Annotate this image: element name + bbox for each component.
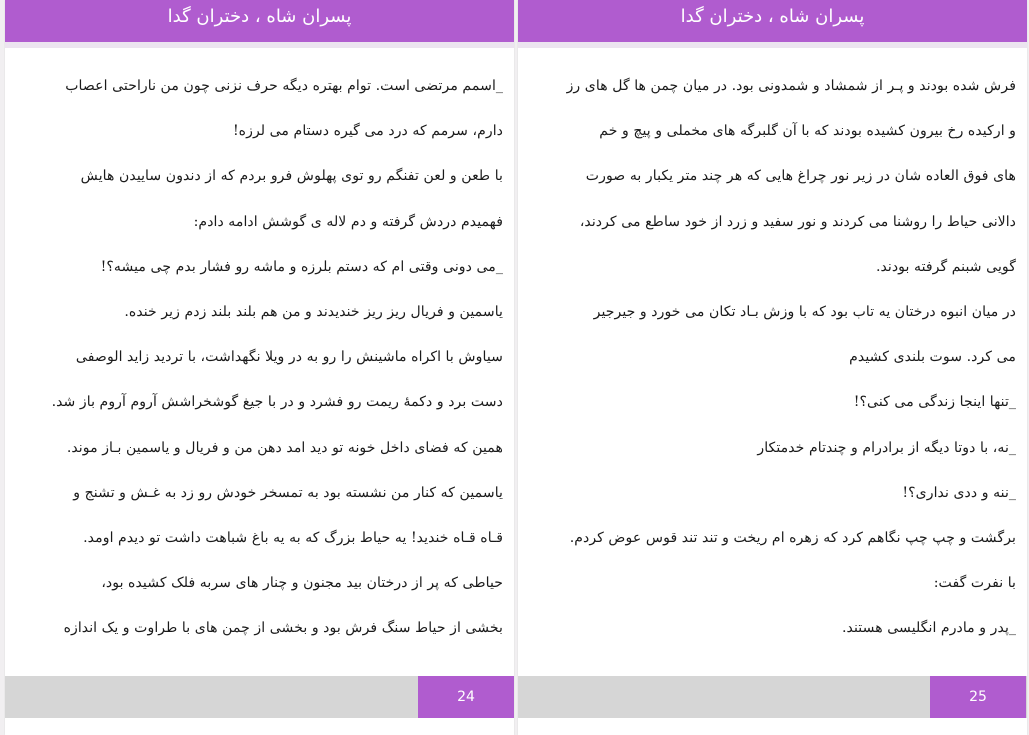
text-line: دارم، سرمم که درد می گیره دستام می لرزه! <box>232 123 503 140</box>
left-page-footer <box>5 676 514 718</box>
text-line: بخشی از حیاط سنگ فرش بود و بخشی از چمن های با طراوت و یک اندازه <box>63 620 503 637</box>
text-line: گویی شبنم گرفته بودند. <box>875 258 1016 275</box>
left-page-header: پسران شاه ، دختران گدا <box>5 0 514 42</box>
left-header-strip <box>5 42 514 48</box>
left-page-body <box>19 64 503 651</box>
text-line: یاسمین که کنار من نشسته بود به تمسخر خودش رو زد به غـش و تشنج و <box>73 484 503 501</box>
right-page <box>518 0 1027 735</box>
text-line: همین که فضای داخل خونه تو دید امد دهن من و فریال و یاسمین بـاز موند. <box>66 439 503 456</box>
text-line: حیاطی که پر از درختان بید مجنون و چنار های سربه فلک کشیده بود، <box>101 575 503 592</box>
text-line: قـاه قـاه خندید! یه حیاط بزرگ که به یه باغ شباهت داشت تو دیدم اومد. <box>83 529 503 546</box>
text-line: _تنها اینجا زندگی می کنی؟! <box>853 394 1016 411</box>
right-page-body <box>532 64 1016 651</box>
text-line: _می دونی وقتی ام که دستم بلرزه و ماشه رو فشار بدم چی میشه؟! <box>100 258 503 275</box>
text-line: فهمیدم دردش گرفته و دم لاله ی گوشش ادامه دادم: <box>193 213 503 230</box>
text-line: سیاوش با اکراه ماشینش را رو به در ویلا نگهداشت، با تردید زاید الوصفی <box>75 349 503 366</box>
left-page <box>5 0 514 735</box>
text-line: _ننه و ددی نداری؟! <box>902 484 1016 501</box>
text-line: دالانی حیاط را روشنا می کردند و نور سفید و زرد از خود ساطع می کردند، <box>579 213 1016 230</box>
text-line: دست برد و دکمۀ ریمت رو فشرد و در با جیغ گوشخراشش آروم آروم باز شد. <box>51 394 503 411</box>
text-line: _پدر و مادرم انگلیسی هستند. <box>842 620 1016 637</box>
text-line: _اسمم مرتضی است. توام بهتره دیگه حرف نزنی چون من ناراحتی اعصاب <box>65 78 503 94</box>
right-page-footer <box>518 676 1027 718</box>
right-page-header: پسران شاه ، دختران گدا <box>518 0 1027 42</box>
page-number: 24 <box>418 676 514 718</box>
text-line: _نه، با دوتا دیگه از برادرام و چندتام خدمتکار <box>757 439 1016 456</box>
right-header-strip <box>518 42 1027 48</box>
text-line: می کرد. سوت بلندی کشیدم <box>849 349 1016 366</box>
text-line: های فوق العاده شان در زیر نور چراغ هایی که هر چند متر یکبار به صورت <box>585 168 1016 185</box>
text-line: برگشت و چپ چپ نگاهم کرد که زهره ام ریخت و تند تند قوس عوض کردم. <box>569 529 1016 546</box>
text-line: فرش شده بودند و پـر از شمشاد و شمدونی بود. در میان چمن ها گل های رز <box>566 78 1016 94</box>
text-line: با نفرت گفت: <box>933 575 1016 592</box>
text-line: در میان انبوه درختان یه تاب بود که با وزش بـاد تکان می خورد و جیرجیر <box>593 303 1016 320</box>
page-number: 25 <box>930 676 1026 718</box>
text-line: یاسمین و فریال ریز ریز خندیدند و من هم بلند بلند زدم زیر خنده. <box>124 303 503 320</box>
text-line: و ارکیده رخ بیرون کشیده بودند که با آن گلبرگه های مخملی و پیچ و خم <box>599 123 1016 140</box>
text-line: با طعن و لعن تفنگم رو توی پهلوش فرو بردم که از دندون ساییدن هایش <box>80 168 503 185</box>
